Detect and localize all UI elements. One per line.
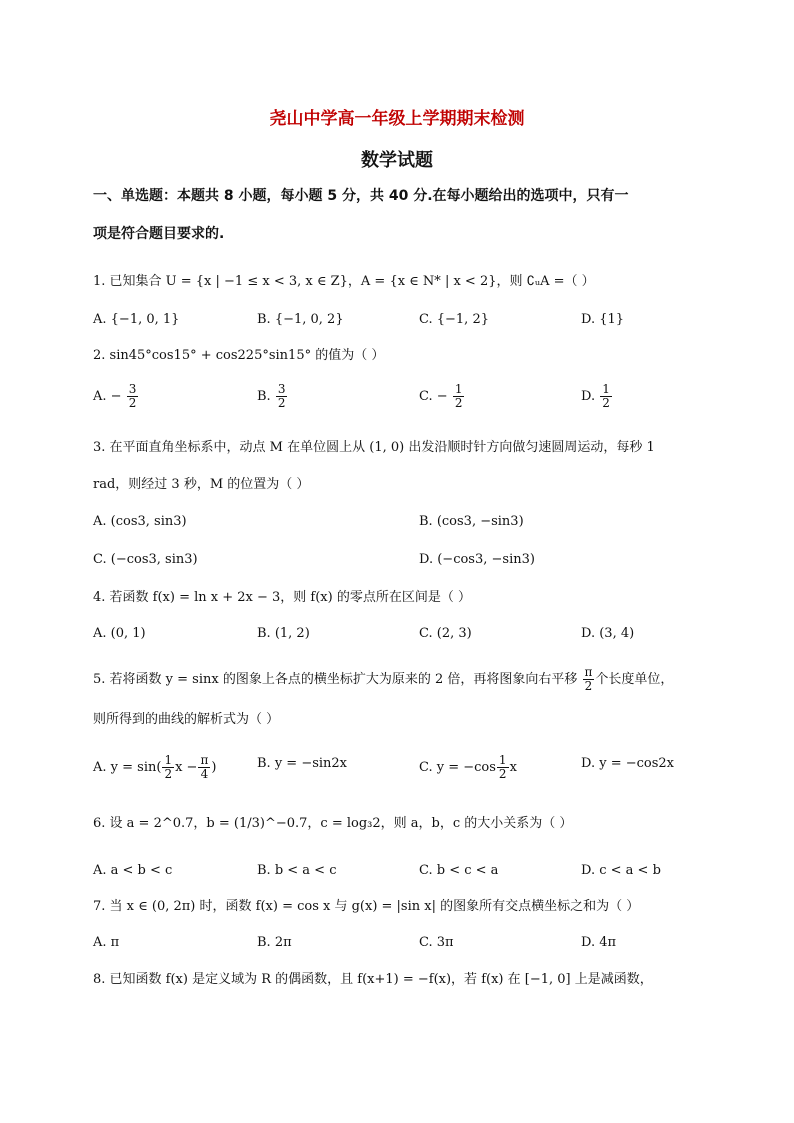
q6-option-b: B. b < a < c bbox=[257, 863, 337, 878]
q6-option-d: D. c < a < b bbox=[581, 863, 661, 878]
q2-option-b-fraction bbox=[276, 383, 288, 410]
q2-option-d-fraction bbox=[600, 383, 612, 410]
numerator: 1 bbox=[602, 382, 610, 396]
numerator: π bbox=[584, 665, 593, 679]
q5-option-a-end: ) bbox=[211, 760, 217, 775]
q2-option-c-sign: − bbox=[436, 389, 448, 404]
q6-option-c: C. b < c < a bbox=[419, 863, 499, 878]
q2-option-b bbox=[257, 383, 288, 410]
q4-stem: 4. 若函数 f(x) = ln x + 2x − 3，则 f(x) 的零点所在区间是（ ） bbox=[93, 590, 471, 605]
denominator: 2 bbox=[277, 396, 286, 410]
denominator: 2 bbox=[128, 396, 137, 410]
q2-stem: 2. sin45°cos15° + cos225°sin15° 的值为（ ） bbox=[93, 348, 385, 363]
q3-stem-line1: 3. 在平面直角坐标系中，动点 M 在单位圆上从 (1, 0) 出发沿顺时针方向做匀速圆周运动，每秒 1 bbox=[93, 440, 655, 455]
section-heading-line2: 项是符合题目要求的. bbox=[93, 226, 225, 242]
q3-option-b: B. (cos3, −sin3) bbox=[419, 514, 524, 529]
denominator: 2 bbox=[584, 679, 593, 693]
q5-option-a-fraction1 bbox=[162, 754, 174, 781]
q7-option-c: C. 3π bbox=[419, 935, 454, 950]
q7-option-b: B. 2π bbox=[257, 935, 292, 950]
q5-option-d: D. y = −cos2x bbox=[581, 756, 674, 771]
q2-option-a-label: A. bbox=[93, 389, 107, 404]
numerator: 3 bbox=[128, 382, 137, 396]
q7-option-d: D. 4π bbox=[581, 935, 617, 950]
q2-option-a-fraction bbox=[127, 383, 139, 410]
q3-option-d: D. (−cos3, −sin3) bbox=[419, 552, 535, 567]
q1-option-a: A. {−1, 0, 1} bbox=[93, 312, 180, 327]
q2-option-c-label: C. bbox=[419, 389, 433, 404]
numerator: 1 bbox=[498, 753, 507, 767]
q8-stem: 8. 已知函数 f(x) 是定义域为 R 的偶函数，且 f(x+1) = −f(x)，若 f(x) 在 [−1, 0] 上是减函数， bbox=[93, 972, 653, 987]
q5-option-c bbox=[419, 754, 517, 781]
school-title: 尧山中学高一年级上学期期末检测 bbox=[269, 109, 525, 129]
q2-option-c-fraction bbox=[453, 383, 465, 410]
q6-option-a: A. a < b < c bbox=[93, 863, 173, 878]
q5-option-c-fraction bbox=[497, 754, 509, 781]
q4-option-a: A. (0, 1) bbox=[93, 626, 146, 641]
q2-option-a bbox=[93, 383, 139, 410]
denominator: 2 bbox=[164, 767, 173, 781]
q1-option-c: C. {−1, 2} bbox=[419, 312, 489, 327]
q3-option-a: A. (cos3, sin3) bbox=[93, 514, 187, 529]
q1-option-d: D. {1} bbox=[581, 312, 625, 327]
q5-stem-tail: 个长度单位， bbox=[595, 672, 674, 687]
q5-option-a bbox=[93, 754, 216, 781]
q6-stem: 6. 设 a = 2^0.7，b = (1/3)^−0.7，c = log₃2，则 a，b，c 的大小关系为（ ） bbox=[93, 816, 573, 831]
q2-option-c bbox=[419, 383, 465, 410]
denominator: 2 bbox=[602, 396, 610, 410]
q2-option-a-sign: − bbox=[110, 389, 122, 404]
q5-option-b: B. y = −sin2x bbox=[257, 756, 348, 771]
q5-option-a-fraction2 bbox=[198, 754, 210, 781]
q5-stem-text: 5. 若将函数 y = sinx 的图象上各点的横坐标扩大为原来的 2 倍，再将图象向右平移 bbox=[93, 672, 578, 687]
section-heading-line1: 一、单选题：本题共 8 小题，每小题 5 分，共 40 分.在每小题给出的选项中，只有一 bbox=[93, 188, 629, 204]
q1-option-b: B. {−1, 0, 2} bbox=[257, 312, 344, 327]
q5-stem-line2: 则所得到的曲线的解析式为（ ） bbox=[93, 712, 280, 727]
numerator: 1 bbox=[164, 753, 173, 767]
q7-option-a: A. π bbox=[93, 935, 120, 950]
numerator: 1 bbox=[454, 382, 463, 396]
q4-option-d: D. (3, 4) bbox=[581, 626, 635, 641]
q4-option-b: B. (1, 2) bbox=[257, 626, 310, 641]
q2-option-d bbox=[581, 383, 613, 410]
q2-option-d-label: D. bbox=[581, 389, 596, 404]
q1-stem: 1. 已知集合 U = {x | −1 ≤ x < 3, x ∈ Z}，A = {x ∈ N* | x < 2}，则 ∁ᵤA =（ ） bbox=[93, 274, 595, 289]
numerator: 3 bbox=[277, 382, 286, 396]
q5-shift-fraction bbox=[583, 666, 595, 693]
numerator: π bbox=[200, 753, 209, 767]
q5-option-a-mid: x − bbox=[175, 760, 198, 775]
q7-stem: 7. 当 x ∈ (0, 2π) 时，函数 f(x) = cos x 与 g(x) = |sin x| 的图象所有交点横坐标之和为（ ） bbox=[93, 899, 640, 914]
denominator: 2 bbox=[498, 767, 507, 781]
q5-option-c-end: x bbox=[509, 760, 517, 775]
q3-option-c: C. (−cos3, sin3) bbox=[93, 552, 198, 567]
subject-title: 数学试题 bbox=[361, 150, 433, 171]
q5-stem-line1 bbox=[93, 666, 673, 693]
q4-option-c: C. (2, 3) bbox=[419, 626, 472, 641]
q3-stem-line2: rad，则经过 3 秒，M 的位置为（ ） bbox=[93, 477, 310, 492]
denominator: 2 bbox=[454, 396, 463, 410]
q5-option-c-prefix: C. y = −cos bbox=[419, 760, 496, 775]
q5-option-a-prefix: A. y = sin( bbox=[93, 760, 162, 775]
q2-option-b-label: B. bbox=[257, 389, 271, 404]
denominator: 4 bbox=[200, 767, 209, 781]
